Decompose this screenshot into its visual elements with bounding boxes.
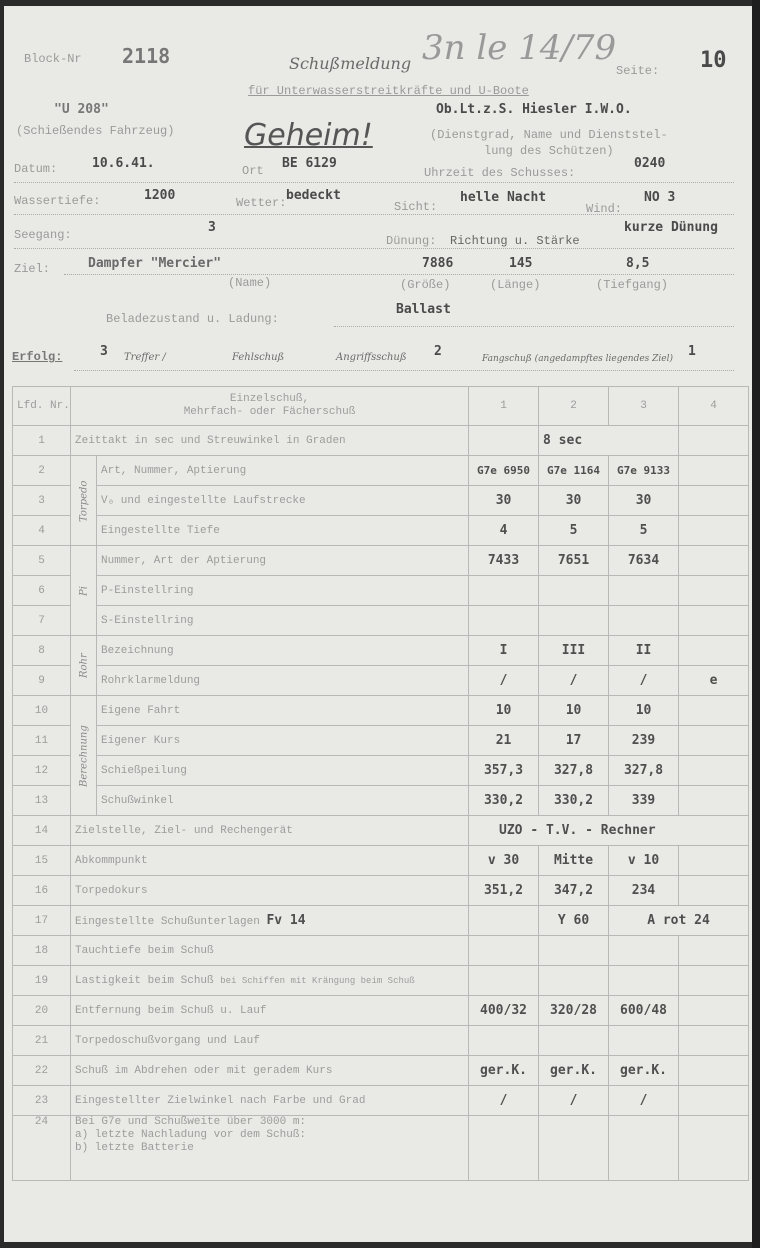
row-nr: 2	[13, 456, 71, 486]
row-nr: 1	[13, 426, 71, 456]
wind-label: Wind:	[586, 202, 623, 216]
ziel-tiefgang: 8,5	[626, 256, 650, 271]
cell-4	[679, 1056, 749, 1086]
table-row	[13, 456, 749, 486]
cell-2	[539, 936, 609, 966]
col-header-4: 4	[679, 387, 749, 426]
row-label: Entfernung beim Schuß u. Lauf	[71, 996, 469, 1026]
erfolg-angriff-value: 2	[434, 344, 442, 359]
table-row	[13, 936, 749, 966]
cell-2	[539, 966, 609, 996]
boat-caption: (Schießendes Fahrzeug)	[16, 124, 175, 138]
table-row	[13, 1056, 749, 1086]
row-inline-value: Fv 14	[266, 913, 306, 928]
cell-1: 7433	[469, 546, 539, 576]
cell-3: ger.K.	[609, 1056, 679, 1086]
table-row	[13, 756, 749, 786]
cell-2: /	[539, 1086, 609, 1116]
row-label: Zeittakt in sec und Streuwinkel in Graden	[71, 426, 469, 456]
cell-2: 327,8	[539, 756, 609, 786]
cell-4	[679, 636, 749, 666]
row-label-text: Eingestellte Schußunterlagen	[75, 916, 260, 928]
erfolg-fangschuss-label: Fangschuß (angedampftes liegendes Ziel)	[482, 354, 673, 364]
cell-4: e	[679, 666, 749, 696]
row-value-merged: UZO - T.V. - Rechner	[469, 816, 749, 846]
row-label: Zielstelle, Ziel- und Rechengerät	[71, 816, 469, 846]
row-label-line-1: Bei G7e und Schußweite über 3000 m:	[75, 1116, 307, 1128]
cell-1: 400/32	[469, 996, 539, 1026]
row-label: Eigener Kurs	[97, 726, 469, 756]
ort-value: BE 6129	[282, 156, 337, 171]
uhrzeit-label: Uhrzeit des Schusses:	[424, 166, 576, 180]
row-nr: 17	[13, 906, 71, 936]
row-nr: 14	[13, 816, 71, 846]
table-row	[13, 1086, 749, 1116]
cell-4	[679, 546, 749, 576]
firing-data-table	[12, 386, 749, 1181]
row-nr: 5	[13, 546, 71, 576]
row-nr: 16	[13, 876, 71, 906]
row-nr: 10	[13, 696, 71, 726]
report-form	[4, 6, 752, 1242]
cell-2: /	[539, 666, 609, 696]
col-shot-header	[71, 387, 469, 426]
row-label: Nummer, Art der Aptierung	[97, 546, 469, 576]
block-label: Block-Nr	[24, 52, 82, 66]
cell-3: 5	[609, 516, 679, 546]
group-rohr: Rohr	[71, 636, 97, 696]
group-torpedo: Torpedo	[71, 456, 97, 546]
cell-1: 357,3	[469, 756, 539, 786]
table-row	[13, 726, 749, 756]
row-nr: 23	[13, 1086, 71, 1116]
erfolg-treffer-label: Treffer /	[124, 352, 166, 363]
duenung-text: Richtung u. Stärke	[450, 234, 580, 248]
row-label	[71, 966, 469, 996]
col-header-3: 3	[609, 387, 679, 426]
cell-3	[609, 966, 679, 996]
cell-4	[679, 726, 749, 756]
cell-1: 10	[469, 696, 539, 726]
cell-4	[679, 456, 749, 486]
row-label-line-3: b) letzte Batterie	[75, 1142, 194, 1154]
cell-1	[469, 576, 539, 606]
table-row	[13, 486, 749, 516]
cell-3: 30	[609, 486, 679, 516]
cell-3: 600/48	[609, 996, 679, 1026]
wassertiefe-value: 1200	[144, 188, 176, 203]
row-label: P-Einstellring	[97, 576, 469, 606]
row-label-text: Lastigkeit beim Schuß	[75, 974, 214, 987]
cell-2: 17	[539, 726, 609, 756]
table-row	[13, 606, 749, 636]
table-row	[13, 546, 749, 576]
seite-value: 10	[700, 48, 727, 73]
cell-3	[609, 936, 679, 966]
row-nr: 18	[13, 936, 71, 966]
row-nr: 11	[13, 726, 71, 756]
table-row	[13, 426, 749, 456]
col-header-2: 2	[539, 387, 609, 426]
ziel-groesse: 7886	[422, 256, 454, 271]
erfolg-label: Erfolg:	[12, 350, 63, 364]
cell-4	[679, 846, 749, 876]
row-label-line-2: a) letzte Nachladung vor dem Schuß:	[75, 1129, 307, 1141]
cell-2: 10	[539, 696, 609, 726]
sicht-value: helle Nacht	[460, 190, 547, 205]
col-shot-header-2: Mehrfach- oder Fächerschuß	[183, 406, 356, 418]
cell-1: 30	[469, 486, 539, 516]
rank-caption-2: lung des Schützen)	[484, 144, 614, 158]
table-row	[13, 576, 749, 606]
cell-3: 327,8	[609, 756, 679, 786]
boat-value: "U 208"	[54, 102, 109, 117]
row-nr: 8	[13, 636, 71, 666]
cell-2	[539, 606, 609, 636]
row-nr: 12	[13, 756, 71, 786]
cell-3: A rot 24	[609, 906, 749, 936]
cell-1	[469, 606, 539, 636]
erfolg-fangschuss-value: 1	[688, 344, 696, 359]
cell-3: 239	[609, 726, 679, 756]
cell-4	[679, 696, 749, 726]
cell-3: G7e 9133	[609, 456, 679, 486]
row-nr: 13	[13, 786, 71, 816]
row-nr: 3	[13, 486, 71, 516]
cell-1: 330,2	[469, 786, 539, 816]
erfolg-treffer-value: 3	[100, 344, 108, 359]
seegang-value: 3	[208, 220, 216, 235]
cell-1: /	[469, 666, 539, 696]
table-row	[13, 846, 749, 876]
cell-2: Y 60	[539, 906, 609, 936]
table-row	[13, 636, 749, 666]
row-nr: 6	[13, 576, 71, 606]
datum-value: 10.6.41.	[92, 156, 155, 171]
row-label	[71, 1116, 469, 1181]
cell-3: 339	[609, 786, 679, 816]
cell-3: 7634	[609, 546, 679, 576]
cell-1: 4	[469, 516, 539, 546]
cell-2: 7651	[539, 546, 609, 576]
row-nr: 9	[13, 666, 71, 696]
row-label: Schießpeilung	[97, 756, 469, 786]
cell-2: ger.K.	[539, 1056, 609, 1086]
duenung-value: kurze Dünung	[624, 220, 718, 235]
secret-stamp: Geheim!	[244, 118, 373, 153]
duenung-label: Dünung:	[386, 234, 437, 248]
row-nr: 21	[13, 1026, 71, 1056]
cell-2: 330,2	[539, 786, 609, 816]
group-berechnung: Berechnung	[71, 696, 97, 816]
datum-label: Datum:	[14, 162, 58, 176]
row-label: Art, Nummer, Aptierung	[97, 456, 469, 486]
cell-1: v 30	[469, 846, 539, 876]
cell-4	[679, 786, 749, 816]
scan-edge	[752, 0, 760, 1248]
uhrzeit-value: 0240	[634, 156, 666, 171]
table-row	[13, 1026, 749, 1056]
cell-1	[469, 966, 539, 996]
cell-1: I	[469, 636, 539, 666]
cell-2	[539, 1026, 609, 1056]
table-row	[13, 876, 749, 906]
wassertiefe-label: Wassertiefe:	[14, 194, 101, 208]
ziel-name-caption: (Name)	[228, 276, 272, 290]
cell-2	[539, 576, 609, 606]
row-label: Tauchtiefe beim Schuß	[71, 936, 469, 966]
row-label: Eingestellte Tiefe	[97, 516, 469, 546]
rank-value: Ob.Lt.z.S. Hiesler I.W.O.	[436, 102, 632, 117]
cell-1	[469, 936, 539, 966]
sicht-label: Sicht:	[394, 200, 438, 214]
table-row	[13, 996, 749, 1026]
row-label: S-Einstellring	[97, 606, 469, 636]
row-label: Torpedokurs	[71, 876, 469, 906]
row-label: Eigene Fahrt	[97, 696, 469, 726]
cell-3: /	[609, 1086, 679, 1116]
cell-2: III	[539, 636, 609, 666]
row-value-merged: 8 sec	[539, 426, 679, 456]
row-label: Schuß im Abdrehen oder mit geradem Kurs	[71, 1056, 469, 1086]
ziel-laenge-caption: (Länge)	[490, 278, 541, 292]
table-row	[13, 966, 749, 996]
ziel-label: Ziel:	[14, 262, 51, 276]
cell-1: 21	[469, 726, 539, 756]
table-row	[13, 516, 749, 546]
cell-4	[679, 876, 749, 906]
cell-2: 347,2	[539, 876, 609, 906]
row-nr: 4	[13, 516, 71, 546]
ziel-value: Dampfer "Mercier"	[88, 256, 222, 271]
wind-value: NO 3	[644, 190, 676, 205]
group-pi: Pi	[71, 546, 97, 636]
cell-3: v 10	[609, 846, 679, 876]
cell-4	[679, 486, 749, 516]
block-value: 2118	[122, 44, 171, 68]
cell-4	[679, 1026, 749, 1056]
cell-1: /	[469, 1086, 539, 1116]
ziel-groesse-caption: (Größe)	[400, 278, 451, 292]
row-label	[71, 906, 469, 936]
cell-2: 320/28	[539, 996, 609, 1026]
cell-3	[609, 606, 679, 636]
cell-4	[679, 756, 749, 786]
cell-3: /	[609, 666, 679, 696]
row-label: Schußwinkel	[97, 786, 469, 816]
cell-3	[609, 576, 679, 606]
table-row	[13, 786, 749, 816]
seite-label: Seite:	[616, 64, 660, 78]
cell-1: 351,2	[469, 876, 539, 906]
cell-2: G7e 1164	[539, 456, 609, 486]
wetter-label: Wetter:	[236, 196, 287, 210]
beladung-label: Beladezustand u. Ladung:	[106, 312, 279, 326]
row-nr: 19	[13, 966, 71, 996]
row-label: V₀ und eingestellte Laufstrecke	[97, 486, 469, 516]
cell-4	[679, 516, 749, 546]
erfolg-fehlschuss-label: Fehlschuß	[232, 352, 285, 363]
rank-caption-1: (Dienstgrad, Name und Dienststel-	[430, 128, 668, 142]
col-shot-header-1: Einzelschuß,	[229, 393, 310, 405]
cell-1	[469, 1026, 539, 1056]
ort-label: Ort	[242, 164, 264, 178]
table-header-row	[13, 387, 749, 426]
row-nr: 7	[13, 606, 71, 636]
row-label: Rohrklarmeldung	[97, 666, 469, 696]
cell-4	[679, 936, 749, 966]
cell-4	[679, 1086, 749, 1116]
row-label: Abkommpunkt	[71, 846, 469, 876]
row-nr: 22	[13, 1056, 71, 1086]
table-row	[13, 1116, 749, 1181]
wetter-value: bedeckt	[286, 188, 341, 203]
row-nr: 15	[13, 846, 71, 876]
table-row	[13, 906, 749, 936]
cell-2: 5	[539, 516, 609, 546]
cell-4	[679, 606, 749, 636]
erfolg-angriff-label: Angriffsschuß	[336, 352, 407, 363]
cell-3: II	[609, 636, 679, 666]
row-label: Bezeichnung	[97, 636, 469, 666]
form-title: Schußmeldung	[289, 54, 412, 73]
cell-4	[679, 966, 749, 996]
col-nr-header: Lfd. Nr.	[13, 387, 71, 426]
col-header-1: 1	[469, 387, 539, 426]
cell-1: G7e 6950	[469, 456, 539, 486]
ziel-laenge: 145	[509, 256, 533, 271]
cell-2: Mitte	[539, 846, 609, 876]
table-row	[13, 816, 749, 846]
row-note: bei Schiffen mit Krängung beim Schuß	[220, 975, 415, 986]
seegang-label: Seegang:	[14, 228, 72, 242]
row-nr: 20	[13, 996, 71, 1026]
cell-3: 10	[609, 696, 679, 726]
row-label: Torpedoschußvorgang und Lauf	[71, 1026, 469, 1056]
row-label: Eingestellter Zielwinkel nach Farbe und Grad	[71, 1086, 469, 1116]
ziel-tiefgang-caption: (Tiefgang)	[596, 278, 669, 292]
handwritten-reference: 3n le 14/79	[422, 28, 617, 68]
cell-4	[679, 576, 749, 606]
cell-1: ger.K.	[469, 1056, 539, 1086]
cell-4	[679, 996, 749, 1026]
cell-3	[609, 1026, 679, 1056]
table-row	[13, 666, 749, 696]
beladung-value: Ballast	[396, 302, 451, 317]
cell-2: 30	[539, 486, 609, 516]
row-nr: 24	[13, 1116, 71, 1181]
table-row	[13, 696, 749, 726]
form-subtitle: für Unterwasserstreitkräfte und U-Boote	[248, 84, 529, 98]
cell-3: 234	[609, 876, 679, 906]
